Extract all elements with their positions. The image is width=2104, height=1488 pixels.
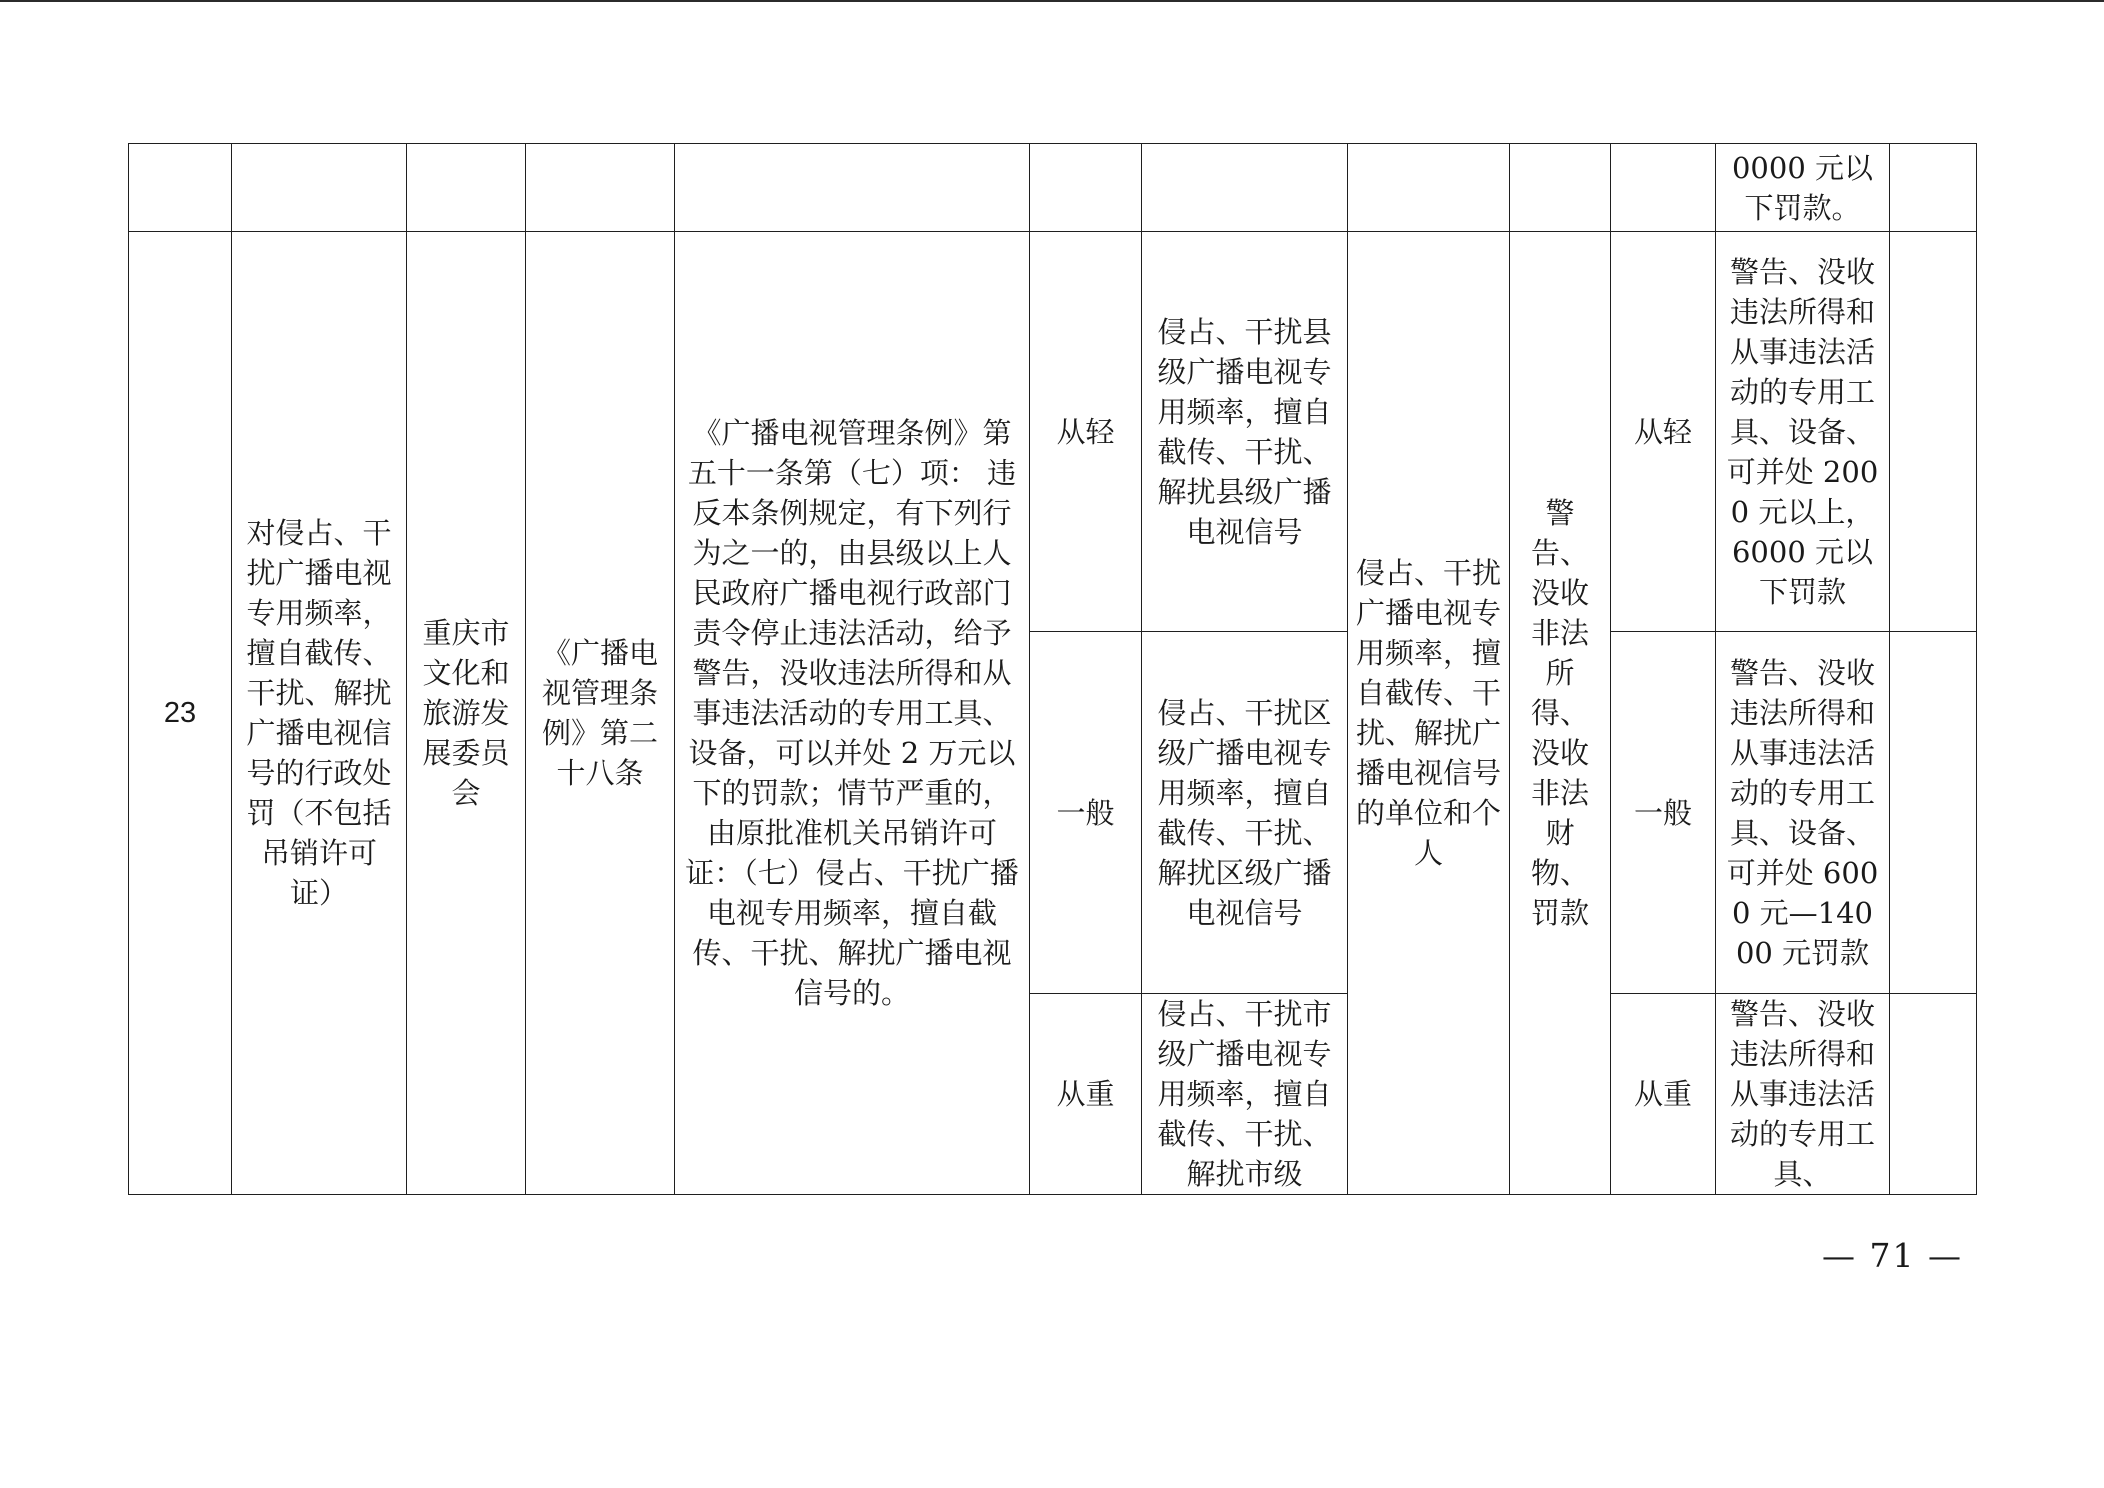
cell-target: 侵占、干扰广播电视专用频率，擅自截传、干扰、解扰广播电视信号的单位和个人 <box>1348 232 1510 1195</box>
page-number: — 71 — <box>1822 1236 1963 1275</box>
cell-grade-2: 一般 <box>1611 632 1716 994</box>
cell-penalty-type: 警告、没收非法所得、没收非法财物、罚款 <box>1510 232 1611 1195</box>
cell-circumstance: 侵占、干扰区级广播电视专用频率，擅自截传、干扰、解扰区级广播电视信号 <box>1142 632 1348 994</box>
cell-grade-2: 从轻 <box>1611 232 1716 632</box>
cell-seq-number: 23 <box>129 232 232 1195</box>
cell-empty <box>1510 144 1611 232</box>
top-border-line <box>0 0 2104 2</box>
cell-department: 重庆市文化和旅游发展委员会 <box>407 232 526 1195</box>
table-row <box>129 232 1977 632</box>
cell-penalty-standard: 警告、没收违法所得和从事违法活动的专用工具、 <box>1716 994 1890 1195</box>
cell-empty <box>675 144 1030 232</box>
cell-penalty-standard: 警告、没收违法所得和从事违法活动的专用工具、设备、可并处 6000 元—14000 元罚款 <box>1716 632 1890 994</box>
cell-grade: 一般 <box>1030 632 1142 994</box>
cell-grade-2: 从重 <box>1611 994 1716 1195</box>
cell-empty <box>232 144 407 232</box>
cell-empty <box>1348 144 1510 232</box>
cell-circumstance: 侵占、干扰县级广播电视专用频率，擅自截传、干扰、解扰县级广播电视信号 <box>1142 232 1348 632</box>
cell-remarks <box>1890 144 1977 232</box>
cell-empty <box>1030 144 1142 232</box>
cell-penalty-clause: 《广播电视管理条例》第五十一条第（七）项： 违反本条例规定，有下列行为之一的，由县级以上人民政府广播电视行政部门责令停止违法活动，给予警告，没收违法所得和从事违法活动的专用工具、设备，可以并处 2 万元以下的罚款；情节严重的，由原批准机关吊销许可证：（七）侵占、干扰广播电视专用频率，擅自截传、干扰、解扰广播电视信号的。 <box>675 232 1030 1195</box>
cell-grade: 从轻 <box>1030 232 1142 632</box>
cell-empty <box>407 144 526 232</box>
table-row-previous-tail <box>129 144 1977 232</box>
cell-penalty-standard: 0000 元以下罚款。 <box>1716 144 1890 232</box>
cell-penalty-standard: 警告、没收违法所得和从事违法活动的专用工具、设备、可并处 2000 元以上，6000 元以下罚款 <box>1716 232 1890 632</box>
cell-remarks <box>1890 632 1977 994</box>
cell-remarks <box>1890 994 1977 1195</box>
cell-remarks <box>1890 232 1977 632</box>
cell-empty <box>1142 144 1348 232</box>
cell-legal-basis: 《广播电视管理条例》第二十八条 <box>526 232 675 1195</box>
cell-empty <box>129 144 232 232</box>
cell-empty <box>526 144 675 232</box>
cell-empty <box>1611 144 1716 232</box>
cell-grade: 从重 <box>1030 994 1142 1195</box>
penalty-discretion-table <box>128 143 1977 1195</box>
cell-item-name: 对侵占、干扰广播电视专用频率，擅自截传、干扰、解扰广播电视信号的行政处罚（不包括吊销许可证） <box>232 232 407 1195</box>
cell-circumstance: 侵占、干扰市级广播电视专用频率，擅自截传、干扰、解扰市级 <box>1142 994 1348 1195</box>
